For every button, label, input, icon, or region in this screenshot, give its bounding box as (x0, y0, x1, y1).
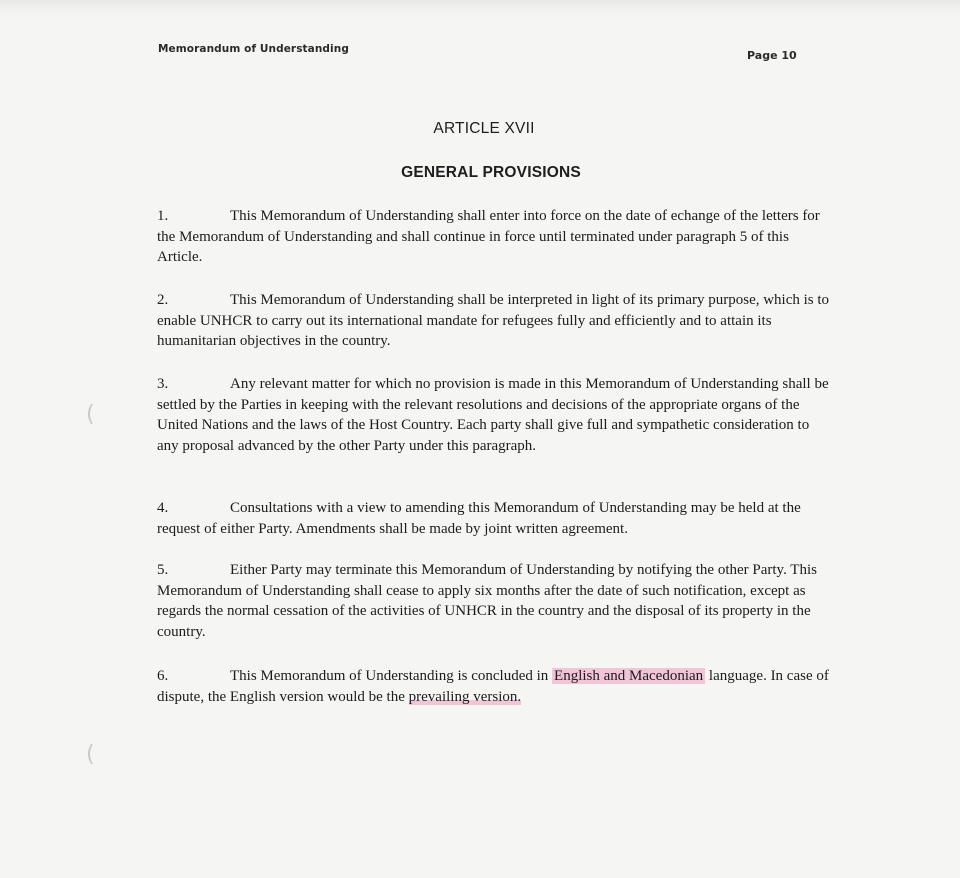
section-title: GENERAL PROVISIONS (401, 164, 581, 181)
paragraph-number: 2. (157, 292, 169, 308)
paragraph-text: This Memorandum of Understanding shall be interpreted in light of its primary purpose, which is to enable UNHCR to carry out its international mandate for refugees fully and efficiently and to attain its humanitarian objectives in the country. (157, 292, 830, 349)
paragraph-6 (157, 666, 832, 707)
paragraph-text: Any relevant matter for which no provision is made in this Memorandum of Understanding shall be settled by the Parties in keeping with the relevant resolutions and decisions of the appropriate organs of the United Nations and the laws of the Host Country. Each party shall give full and sympathetic consideration to any proposal advanced by the other Party under this paragraph. (157, 376, 829, 454)
paragraph-text-continued: language. In case of dispute, the English version would be the (157, 668, 829, 705)
paragraph-number: 5. (157, 562, 169, 578)
highlighted-text-2: prevailing version. (408, 688, 522, 705)
paragraph-4 (157, 498, 832, 539)
paragraph-number: 4. (157, 500, 169, 516)
paragraph-text: Consultations with a view to amending this Memorandum of Understanding may be held at the request of either Party. Amendments shall be made by joint written agreement. (157, 500, 801, 537)
paragraph-text: This Memorandum of Understanding is concluded in (230, 668, 553, 684)
page-number: Page 10 (747, 49, 797, 62)
paragraph-number: 1. (157, 208, 169, 224)
paragraph-number: 6. (157, 668, 169, 684)
hole-punch-mark: ( (86, 742, 95, 767)
paragraph-text: This Memorandum of Understanding shall enter into force on the date of echange of the letters for the Memorandum of Understanding and shall continue in force until terminated under paragraph 5 of this Article. (157, 208, 820, 265)
paragraph-number: 3. (157, 376, 169, 392)
scan-shadow (0, 0, 960, 14)
paragraph-1 (157, 206, 832, 268)
paragraph-2 (157, 290, 832, 352)
hole-punch-mark: ( (86, 402, 95, 427)
paragraph-text: Either Party may terminate this Memorandum of Understanding by notifying the other Party. This Memorandum of Understanding shall cease to apply six months after the date of such notification, except as regards the normal cessation of the activities of UNHCR in the country and the disposal of its property in the country. (157, 562, 817, 640)
highlighted-text: English and Macedonian (554, 668, 704, 684)
paragraph-5 (157, 560, 832, 642)
paragraph-3 (157, 374, 832, 456)
running-header: Memorandum of Understanding (158, 43, 349, 55)
article-title: ARTICLE XVII (433, 120, 535, 137)
